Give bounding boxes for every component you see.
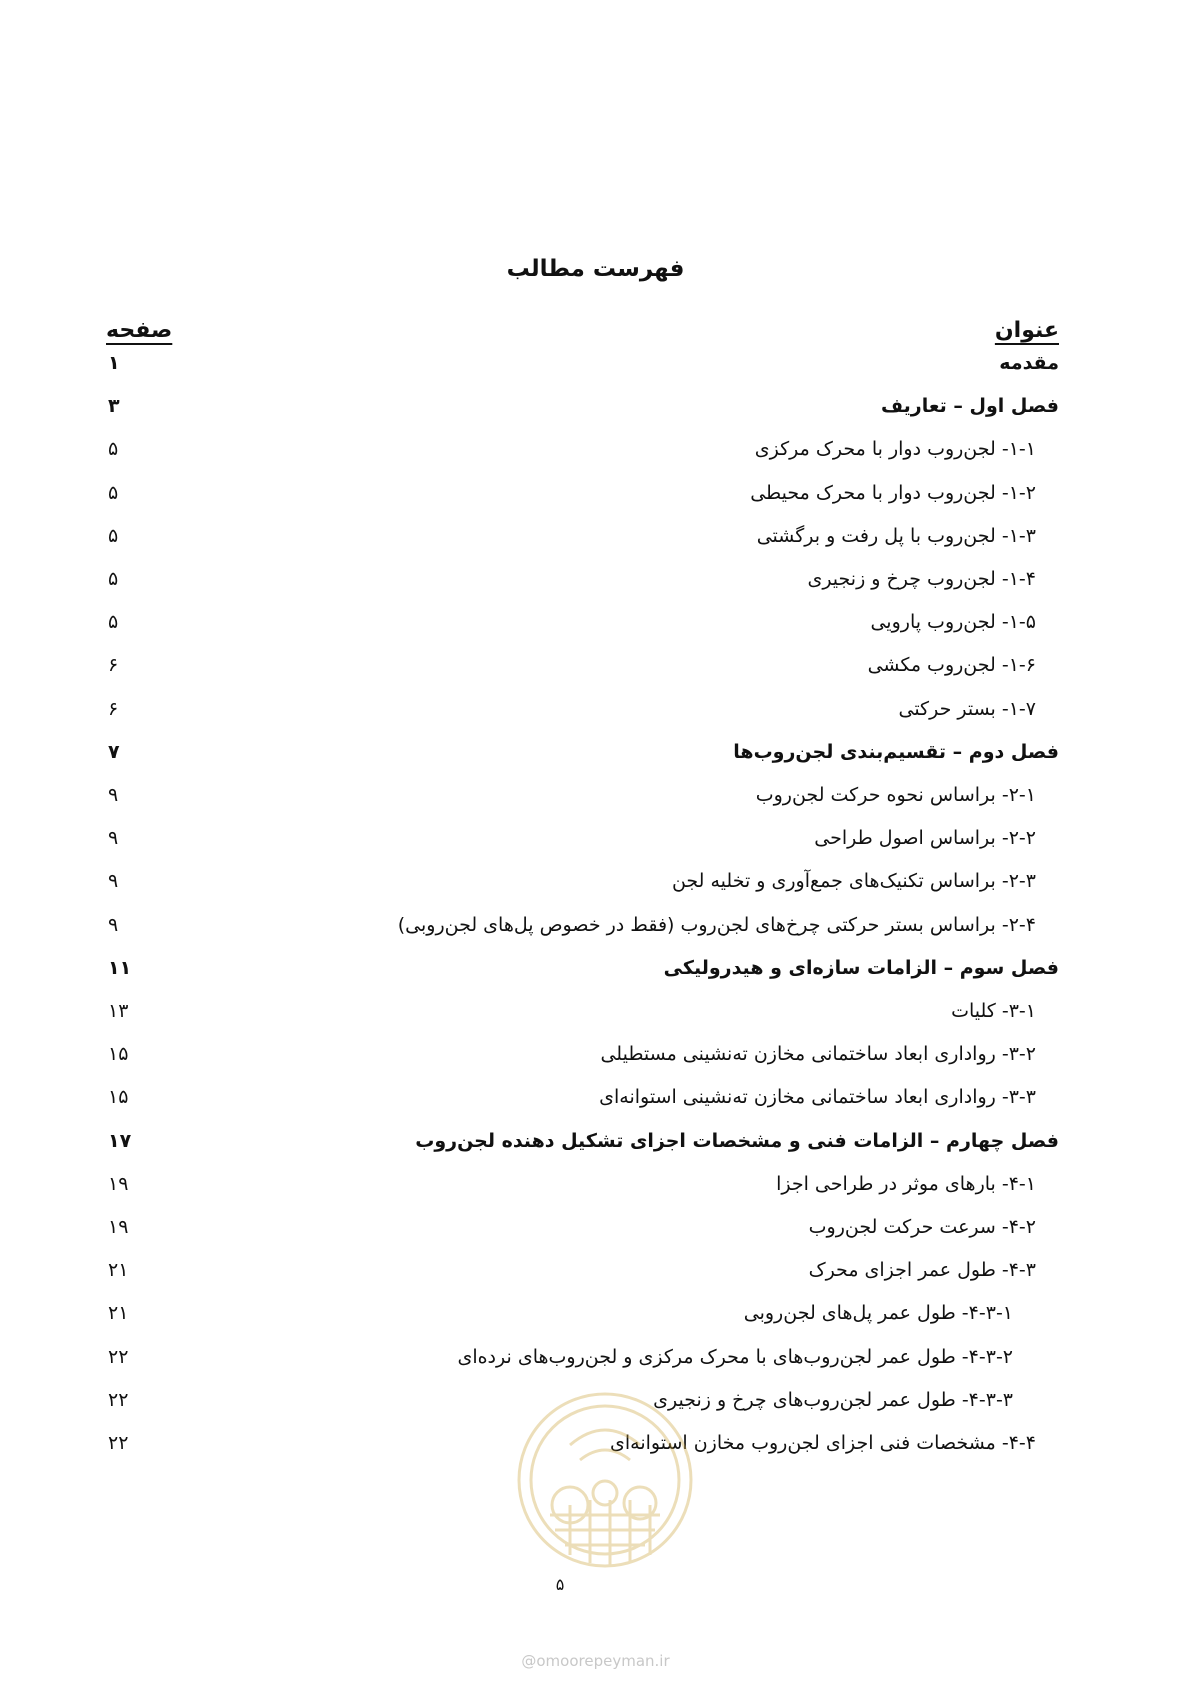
toc-entry bbox=[0, 1118, 1191, 1164]
toc-entry bbox=[0, 1290, 1191, 1336]
toc-entry bbox=[0, 1204, 1191, 1250]
watermark-seal-logo bbox=[510, 1385, 700, 1585]
toc-entry-title: ۲-۳- براساس تکنیک‌های جمع‌آوری و تخلیه لجن bbox=[671, 870, 1036, 893]
toc-entry-title: ۴-۳-۳- طول عمر لجن‌روب‌های چرخ و زنجیری bbox=[653, 1388, 1013, 1411]
toc-entry-page: ۱۵ bbox=[108, 1043, 129, 1066]
toc-entry-page: ۲۲ bbox=[108, 1345, 129, 1368]
toc-entry-page: ۹ bbox=[108, 784, 119, 806]
toc-entry-page: ۹ bbox=[108, 913, 119, 936]
toc-entry-page: ۵ bbox=[108, 611, 119, 634]
toc-entry bbox=[0, 1161, 1191, 1207]
toc-entry-page: ۵ bbox=[108, 481, 119, 504]
toc-entry-page: ۲۲ bbox=[108, 1432, 129, 1454]
toc-entry-title: فصل اول – تعاریف bbox=[881, 395, 1059, 418]
toc-entry-page: ۳ bbox=[108, 395, 120, 418]
toc-entry bbox=[0, 902, 1191, 948]
toc-entry-page: ۶ bbox=[108, 697, 119, 720]
toc-entry bbox=[0, 556, 1191, 602]
toc-entry-title: ۱-۴- لجن‌روب چرخ و زنجیری bbox=[807, 568, 1036, 590]
toc-entry bbox=[0, 858, 1191, 904]
toc-entry-title: فصل چهارم – الزامات فنی و مشخصات اجزای تشکیل دهنده لجن‌روب bbox=[415, 1129, 1059, 1152]
toc-entry-title: ۱-۵- لجن‌روب پارویی bbox=[870, 611, 1036, 634]
toc-entry-page: ۷ bbox=[108, 740, 120, 763]
toc-entry bbox=[0, 599, 1191, 645]
toc-entry-page: ۹ bbox=[108, 870, 119, 893]
toc-entry-title: ۱-۱- لجن‌روب دوار با محرک مرکزی bbox=[754, 438, 1036, 461]
toc-entry-title: ۱-۷- بستر حرکتی bbox=[898, 697, 1036, 720]
toc-entry bbox=[0, 1247, 1191, 1293]
toc-entry bbox=[0, 513, 1191, 559]
toc-entry bbox=[0, 988, 1191, 1034]
toc-entry bbox=[0, 686, 1191, 732]
toc-entry bbox=[0, 729, 1191, 775]
toc-entry-title: ۴-۱- بارهای موثر در طراحی اجزا bbox=[776, 1172, 1036, 1195]
toc-entry bbox=[0, 815, 1191, 861]
toc-entry-title: ۲-۴- براساس بستر حرکتی چرخ‌های لجن‌روب (فقط در خصوص پل‌های لجن‌روبی) bbox=[397, 913, 1036, 936]
title-column-header: عنوان bbox=[994, 318, 1059, 343]
toc-entry-title: ۱-۳- لجن‌روب با پل رفت و برگشتی bbox=[756, 524, 1036, 547]
toc-entry bbox=[0, 426, 1191, 472]
toc-entry-page: ۱ bbox=[108, 352, 120, 374]
toc-entry-title: مقدمه bbox=[999, 352, 1059, 374]
toc-entry-title: ۱-۶- لجن‌روب مکشی bbox=[867, 654, 1036, 677]
toc-entry-page: ۱۹ bbox=[108, 1216, 129, 1238]
toc-entry-page: ۲۱ bbox=[108, 1302, 129, 1325]
page-number: ۵ bbox=[555, 1575, 565, 1594]
page-column-header: صفحه bbox=[106, 318, 173, 343]
toc-entry-page: ۱۱ bbox=[108, 956, 132, 979]
watermark-url: @omoorepeyman.ir bbox=[521, 1652, 670, 1670]
toc-entry-page: ۱۵ bbox=[108, 1086, 129, 1109]
toc-entry bbox=[0, 945, 1191, 991]
toc-entry bbox=[0, 1334, 1191, 1380]
toc-entry-page: ۲۲ bbox=[108, 1388, 129, 1411]
toc-entry bbox=[0, 772, 1191, 818]
toc-entry-title: ۴-۴- مشخصات فنی اجزای لجن‌روب مخازن استوانه‌ای bbox=[610, 1432, 1036, 1454]
toc-entry-title: ۴-۳- طول عمر اجزای محرک bbox=[808, 1259, 1036, 1282]
table-of-contents bbox=[0, 352, 1191, 1560]
toc-entry-title: ۱-۲- لجن‌روب دوار با محرک محیطی bbox=[750, 481, 1036, 504]
toc-entry-title: ۲-۲- براساس اصول طراحی bbox=[814, 827, 1036, 850]
toc-entry-title: فصل دوم – تقسیم‌بندی لجن‌روب‌ها bbox=[733, 740, 1059, 763]
toc-entry-page: ۲۱ bbox=[108, 1259, 129, 1282]
toc-entry bbox=[0, 1074, 1191, 1120]
toc-entry-page: ۵ bbox=[108, 524, 119, 547]
toc-entry bbox=[0, 470, 1191, 516]
toc-entry bbox=[0, 340, 1191, 386]
toc-entry-title: ۳-۲- رواداری ابعاد ساختمانی مخازن ته‌نشینی مستطیلی bbox=[600, 1043, 1036, 1066]
toc-entry bbox=[0, 642, 1191, 688]
toc-entry-page: ۹ bbox=[108, 827, 119, 850]
toc-entry-page: ۵ bbox=[108, 568, 119, 590]
toc-entry-title: ۴-۳-۱- طول عمر پل‌های لجن‌روبی bbox=[743, 1302, 1013, 1325]
page-title: فهرست مطالب bbox=[506, 256, 685, 282]
toc-entry-title: ۳-۱- کلیات bbox=[951, 1000, 1036, 1022]
toc-entry-page: ۱۹ bbox=[108, 1172, 129, 1195]
toc-entry-title: ۴-۲- سرعت حرکت لجن‌روب bbox=[808, 1216, 1036, 1238]
toc-entry-page: ۱۳ bbox=[108, 1000, 129, 1022]
toc-entry-page: ۵ bbox=[108, 438, 119, 461]
toc-entry-page: ۱۷ bbox=[108, 1129, 132, 1152]
toc-entry-title: ۴-۳-۲- طول عمر لجن‌روب‌های با محرک مرکزی و لجن‌روب‌های نرده‌ای bbox=[457, 1345, 1013, 1368]
toc-entry bbox=[0, 383, 1191, 429]
toc-entry bbox=[0, 1031, 1191, 1077]
toc-entry-title: ۲-۱- براساس نحوه حرکت لجن‌روب bbox=[755, 784, 1036, 806]
toc-entry-title: فصل سوم – الزامات سازه‌ای و هیدرولیکی bbox=[663, 956, 1059, 979]
toc-entry-title: ۳-۳- رواداری ابعاد ساختمانی مخازن ته‌نشینی استوانه‌ای bbox=[599, 1086, 1036, 1109]
toc-entry-page: ۶ bbox=[108, 654, 119, 677]
